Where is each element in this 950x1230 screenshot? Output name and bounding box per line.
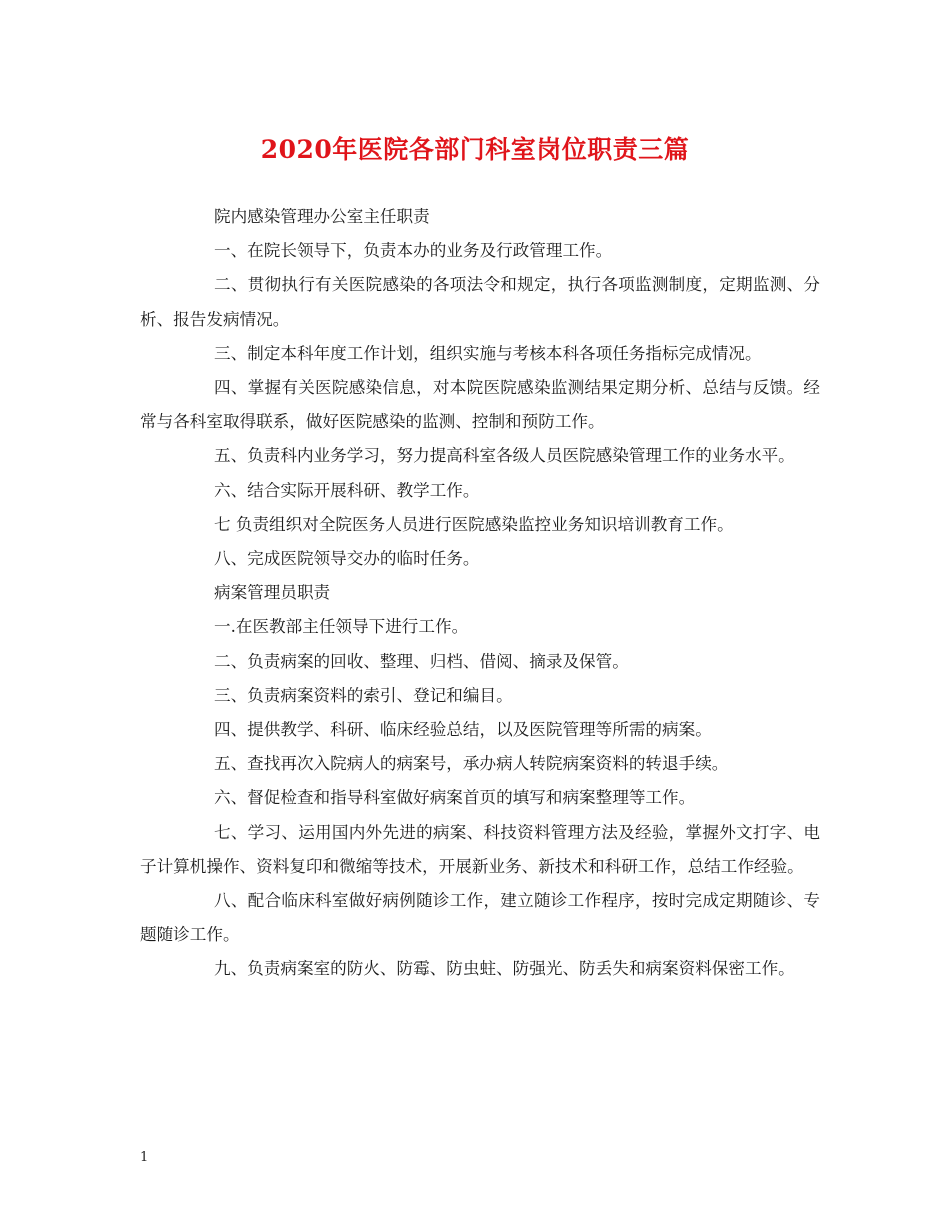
paragraph: 二、贯彻执行有关医院感染的各项法令和规定，执行各项监测制度，定期监测、分析、报告发病情况。 <box>140 275 820 329</box>
document-title: 2020年医院各部门科室岗位职责三篇 <box>260 135 690 164</box>
paragraph: 三、负责病案资料的索引、登记和编目。 <box>214 685 513 705</box>
paragraph: 一.在医教部主任领导下进行工作。 <box>214 617 469 637</box>
paragraph: 九、负责病案室的防火、防霉、防虫蛀、防强光、防丢失和病案资料保密工作。 <box>214 959 795 979</box>
paragraph: 六、结合实际开展科研、教学工作。 <box>214 480 480 500</box>
paragraph: 八、配合临床科室做好病例随诊工作，建立随诊工作程序，按时完成定期随诊、专题随诊工作。 <box>140 891 820 945</box>
paragraph: 五、负责科内业务学习，努力提高科室各级人员医院感染管理工作的业务水平。 <box>214 446 795 466</box>
page-number: 1 <box>140 1150 149 1165</box>
paragraph: 六、督促检查和指导科室做好病案首页的填写和病案整理等工作。 <box>214 788 696 808</box>
paragraph: 二、负责病案的回收、整理、归档、借阅、摘录及保管。 <box>214 651 629 671</box>
section-heading-medical-records: 病案管理员职责 <box>214 583 331 603</box>
paragraph: 四、提供教学、科研、临床经验总结，以及医院管理等所需的病案。 <box>214 720 712 740</box>
paragraph: 七 负责组织对全院医务人员进行医院感染监控业务知识培训教育工作。 <box>214 514 734 534</box>
paragraph: 一、在院长领导下，负责本办的业务及行政管理工作。 <box>214 241 613 261</box>
section-heading-infection-office: 院内感染管理办公室主任职责 <box>214 207 430 226</box>
paragraph: 三、制定本科年度工作计划，组织实施与考核本科各项任务指标完成情况。 <box>214 343 762 363</box>
paragraph: 四、掌握有关医院感染信息，对本院医院感染监测结果定期分析、总结与反馈。经常与各科室取得联系，做好医院感染的监测、控制和预防工作。 <box>140 378 820 432</box>
paragraph: 五、查找再次入院病人的病案号，承办病人转院病案资料的转退手续。 <box>214 754 729 774</box>
document-body <box>140 200 820 987</box>
paragraph: 七、学习、运用国内外先进的病案、科技资料管理方法及经验，掌握外文打字、电子计算机操作、资料复印和微缩等技术，开展新业务、新技术和科研工作，总结工作经验。 <box>140 822 820 876</box>
paragraph: 八、完成医院领导交办的临时任务。 <box>214 549 480 569</box>
